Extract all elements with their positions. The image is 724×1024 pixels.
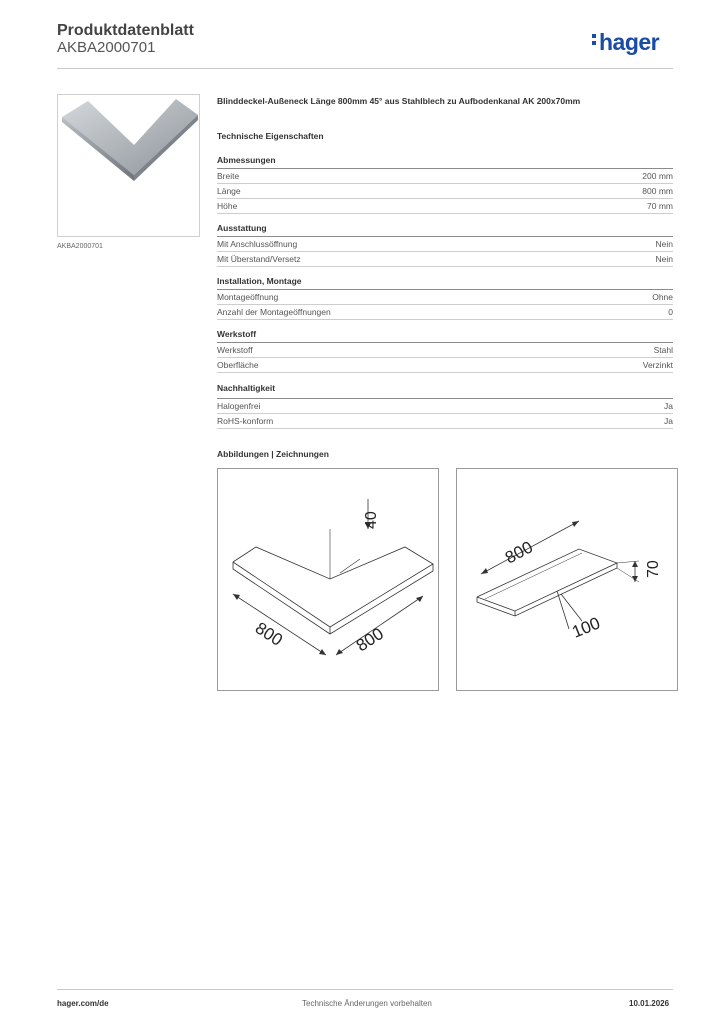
tech-properties-heading: Technische Eigenschaften: [217, 131, 324, 141]
dim-right-label: 800: [352, 623, 387, 656]
table-row: [217, 199, 673, 214]
dim-length-label: 800: [501, 537, 536, 568]
table-row: [217, 184, 673, 199]
row-value: Nein: [655, 239, 673, 249]
drawings-heading: Abbildungen | Zeichnungen: [217, 449, 329, 459]
section-dimensions: [217, 155, 673, 214]
table-row: [217, 343, 673, 358]
row-value: 200 mm: [642, 171, 673, 181]
dim-height-label: 40: [363, 511, 380, 529]
logo-text: hager: [599, 29, 660, 55]
article-number: AKBA2000701: [57, 39, 156, 56]
product-image: [57, 94, 200, 237]
footer-website: hager.com/de: [57, 999, 109, 1008]
row-value: 70 mm: [647, 201, 673, 211]
section-title: Abmessungen: [217, 155, 673, 169]
section-installation: [217, 276, 673, 320]
footer-note: Technische Änderungen vorbehalten: [302, 999, 432, 1008]
row-label: Länge: [217, 186, 241, 196]
section-title: Werkstoff: [217, 329, 673, 343]
product-description: Blinddeckel-Außeneck Länge 800mm 45° aus Stahlblech zu Aufbodenkanal AK 200x70mm: [217, 96, 581, 106]
hager-logo: [592, 29, 659, 56]
row-label: Mit Überstand/Versetz: [217, 254, 301, 264]
row-label: RoHS-konform: [217, 416, 274, 426]
section-title: Installation, Montage: [217, 276, 673, 290]
table-row: [217, 414, 673, 429]
profile-drawing-icon: [457, 469, 677, 690]
row-label: Anzahl der Montageöffnungen: [217, 307, 331, 317]
drawing-corner: [217, 468, 439, 691]
section-title: Ausstattung: [217, 223, 673, 237]
row-value: Ja: [664, 416, 673, 426]
section-material: [217, 329, 673, 373]
blind-cover-corner-icon: [58, 95, 199, 236]
row-value: Ja: [664, 401, 673, 411]
section-title: Nachhaltigkeit: [217, 383, 673, 399]
drawing-profile: [456, 468, 678, 691]
table-row: [217, 399, 673, 414]
row-label: Oberfläche: [217, 360, 259, 370]
image-caption: AKBA2000701: [57, 243, 103, 250]
table-row: [217, 358, 673, 373]
row-value: Ohne: [652, 292, 673, 302]
corner-drawing-icon: [218, 469, 438, 690]
row-label: Halogenfrei: [217, 401, 261, 411]
row-value: Nein: [655, 254, 673, 264]
row-value: 0: [668, 307, 673, 317]
row-value: Verzinkt: [642, 360, 673, 370]
logo-dots-icon: [592, 34, 596, 48]
section-equipment: [217, 223, 673, 267]
table-row: [217, 237, 673, 252]
row-label: Höhe: [217, 201, 238, 211]
table-row: [217, 169, 673, 184]
row-label: Werkstoff: [217, 345, 253, 355]
row-label: Mit Anschlussöffnung: [217, 239, 298, 249]
table-row: [217, 305, 673, 320]
row-value: Stahl: [653, 345, 673, 355]
dim-width-label: 100: [569, 613, 603, 642]
section-sustainability: [217, 383, 673, 429]
page-title: Produktdatenblatt: [57, 22, 194, 39]
dim-left-label: 800: [251, 618, 286, 650]
row-value: 800 mm: [642, 186, 673, 196]
table-row: [217, 252, 673, 267]
dim-height-label: 70: [645, 560, 662, 578]
footer-date: 10.01.2026: [629, 999, 670, 1008]
row-label: Breite: [217, 171, 240, 181]
header-divider: [57, 68, 673, 69]
footer-divider: [57, 989, 673, 990]
row-label: Montageöffnung: [217, 292, 279, 302]
table-row: [217, 290, 673, 305]
